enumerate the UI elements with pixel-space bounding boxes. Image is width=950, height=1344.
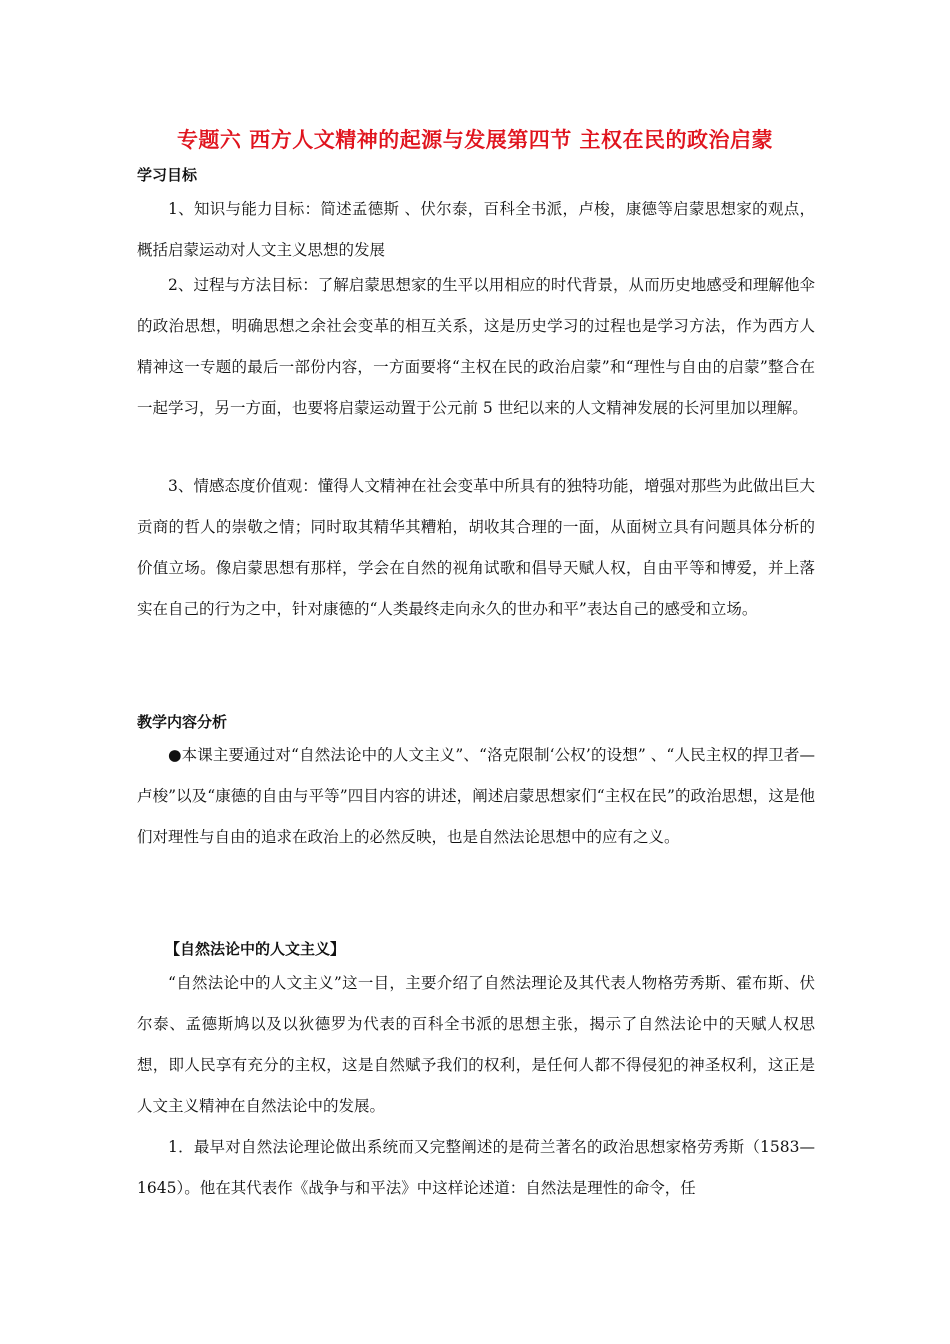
paragraph-grotius: 1．最早对自然法论理论做出系统而又完整阐述的是荷兰著名的政治思想家格劳秀斯（1583—1645）。他在其代表作《战争与和平法》中这样论述道：自然法是理性的命令，任 [137, 1138, 815, 1197]
section-heading-natural-law: 【自然法论中的人文主义】 [165, 940, 346, 958]
section-heading-content-analysis: 教学内容分析 [137, 713, 228, 731]
paragraph-content-analysis: ●本课主要通过对“自然法论中的人文主义”、“洛克限制‘公权’的设想” 、“人民主权的捍卫者—卢梭”以及“康德的自由与平等”四目内容的讲述，阐述启蒙思想家们“主权在民”的政治思想，这是他们对理性与自由的追求在政治上的必然反映，也是自然法论思想中的应有之义。 [137, 746, 815, 846]
paragraph-emotion-goal: 3、情感态度价值观：懂得人文精神在社会变革中所具有的独特功能，增强对那些为此做出巨大贡商的哲人的崇敬之情；同时取其精华其糟粕，胡收其合理的一面，从面树立具有问题具体分析的价值立场。像启蒙思想有那样，学会在自然的视角试歌和倡导天赋人权，自由平等和博爱，并上落实在自己的行为之中，针对康德的“人类最终走向永久的世办和平”表达自己的感受和立场。 [137, 477, 815, 618]
section-heading-learning-goals: 学习目标 [137, 166, 198, 184]
document-title: 专题六 西方人文精神的起源与发展第四节 主权在民的政治启蒙 [176, 128, 774, 152]
paragraph-knowledge-goal: 1、知识与能力目标：简述孟德斯 、伏尔泰，百科全书派，卢梭，康德等启蒙思想家的观点，概括启蒙运动对人文主义思想的发展 [137, 200, 815, 259]
paragraph-process-goal: 2、过程与方法目标：了解启蒙思想家的生平以用相应的时代背景，从而历史地感受和理解他伞的政治思想，明确思想之余社会变革的相互关系，这是历史学习的过程也是学习方法，作为西方人精神这一专题的最后一部份内容，一方面要将“主权在民的政治启蒙”和“理性与自由的启蒙”整合在一起学习，另一方面，也要将启蒙运动置于公元前 5 世纪以来的人文精神发展的长河里加以理解。 [137, 276, 815, 417]
paragraph-natural-law-intro: “自然法论中的人文主义”这一目，主要介绍了自然法理论及其代表人物格劳秀斯、霍布斯、伏尔泰、孟德斯鸠以及以狄德罗为代表的百科全书派的思想主张，揭示了自然法论中的天赋人权思想，即人民享有充分的主权，这是自然赋予我们的权利，是任何人都不得侵犯的神圣权利，这正是人文主义精神在自然法论中的发展。 [137, 974, 815, 1115]
